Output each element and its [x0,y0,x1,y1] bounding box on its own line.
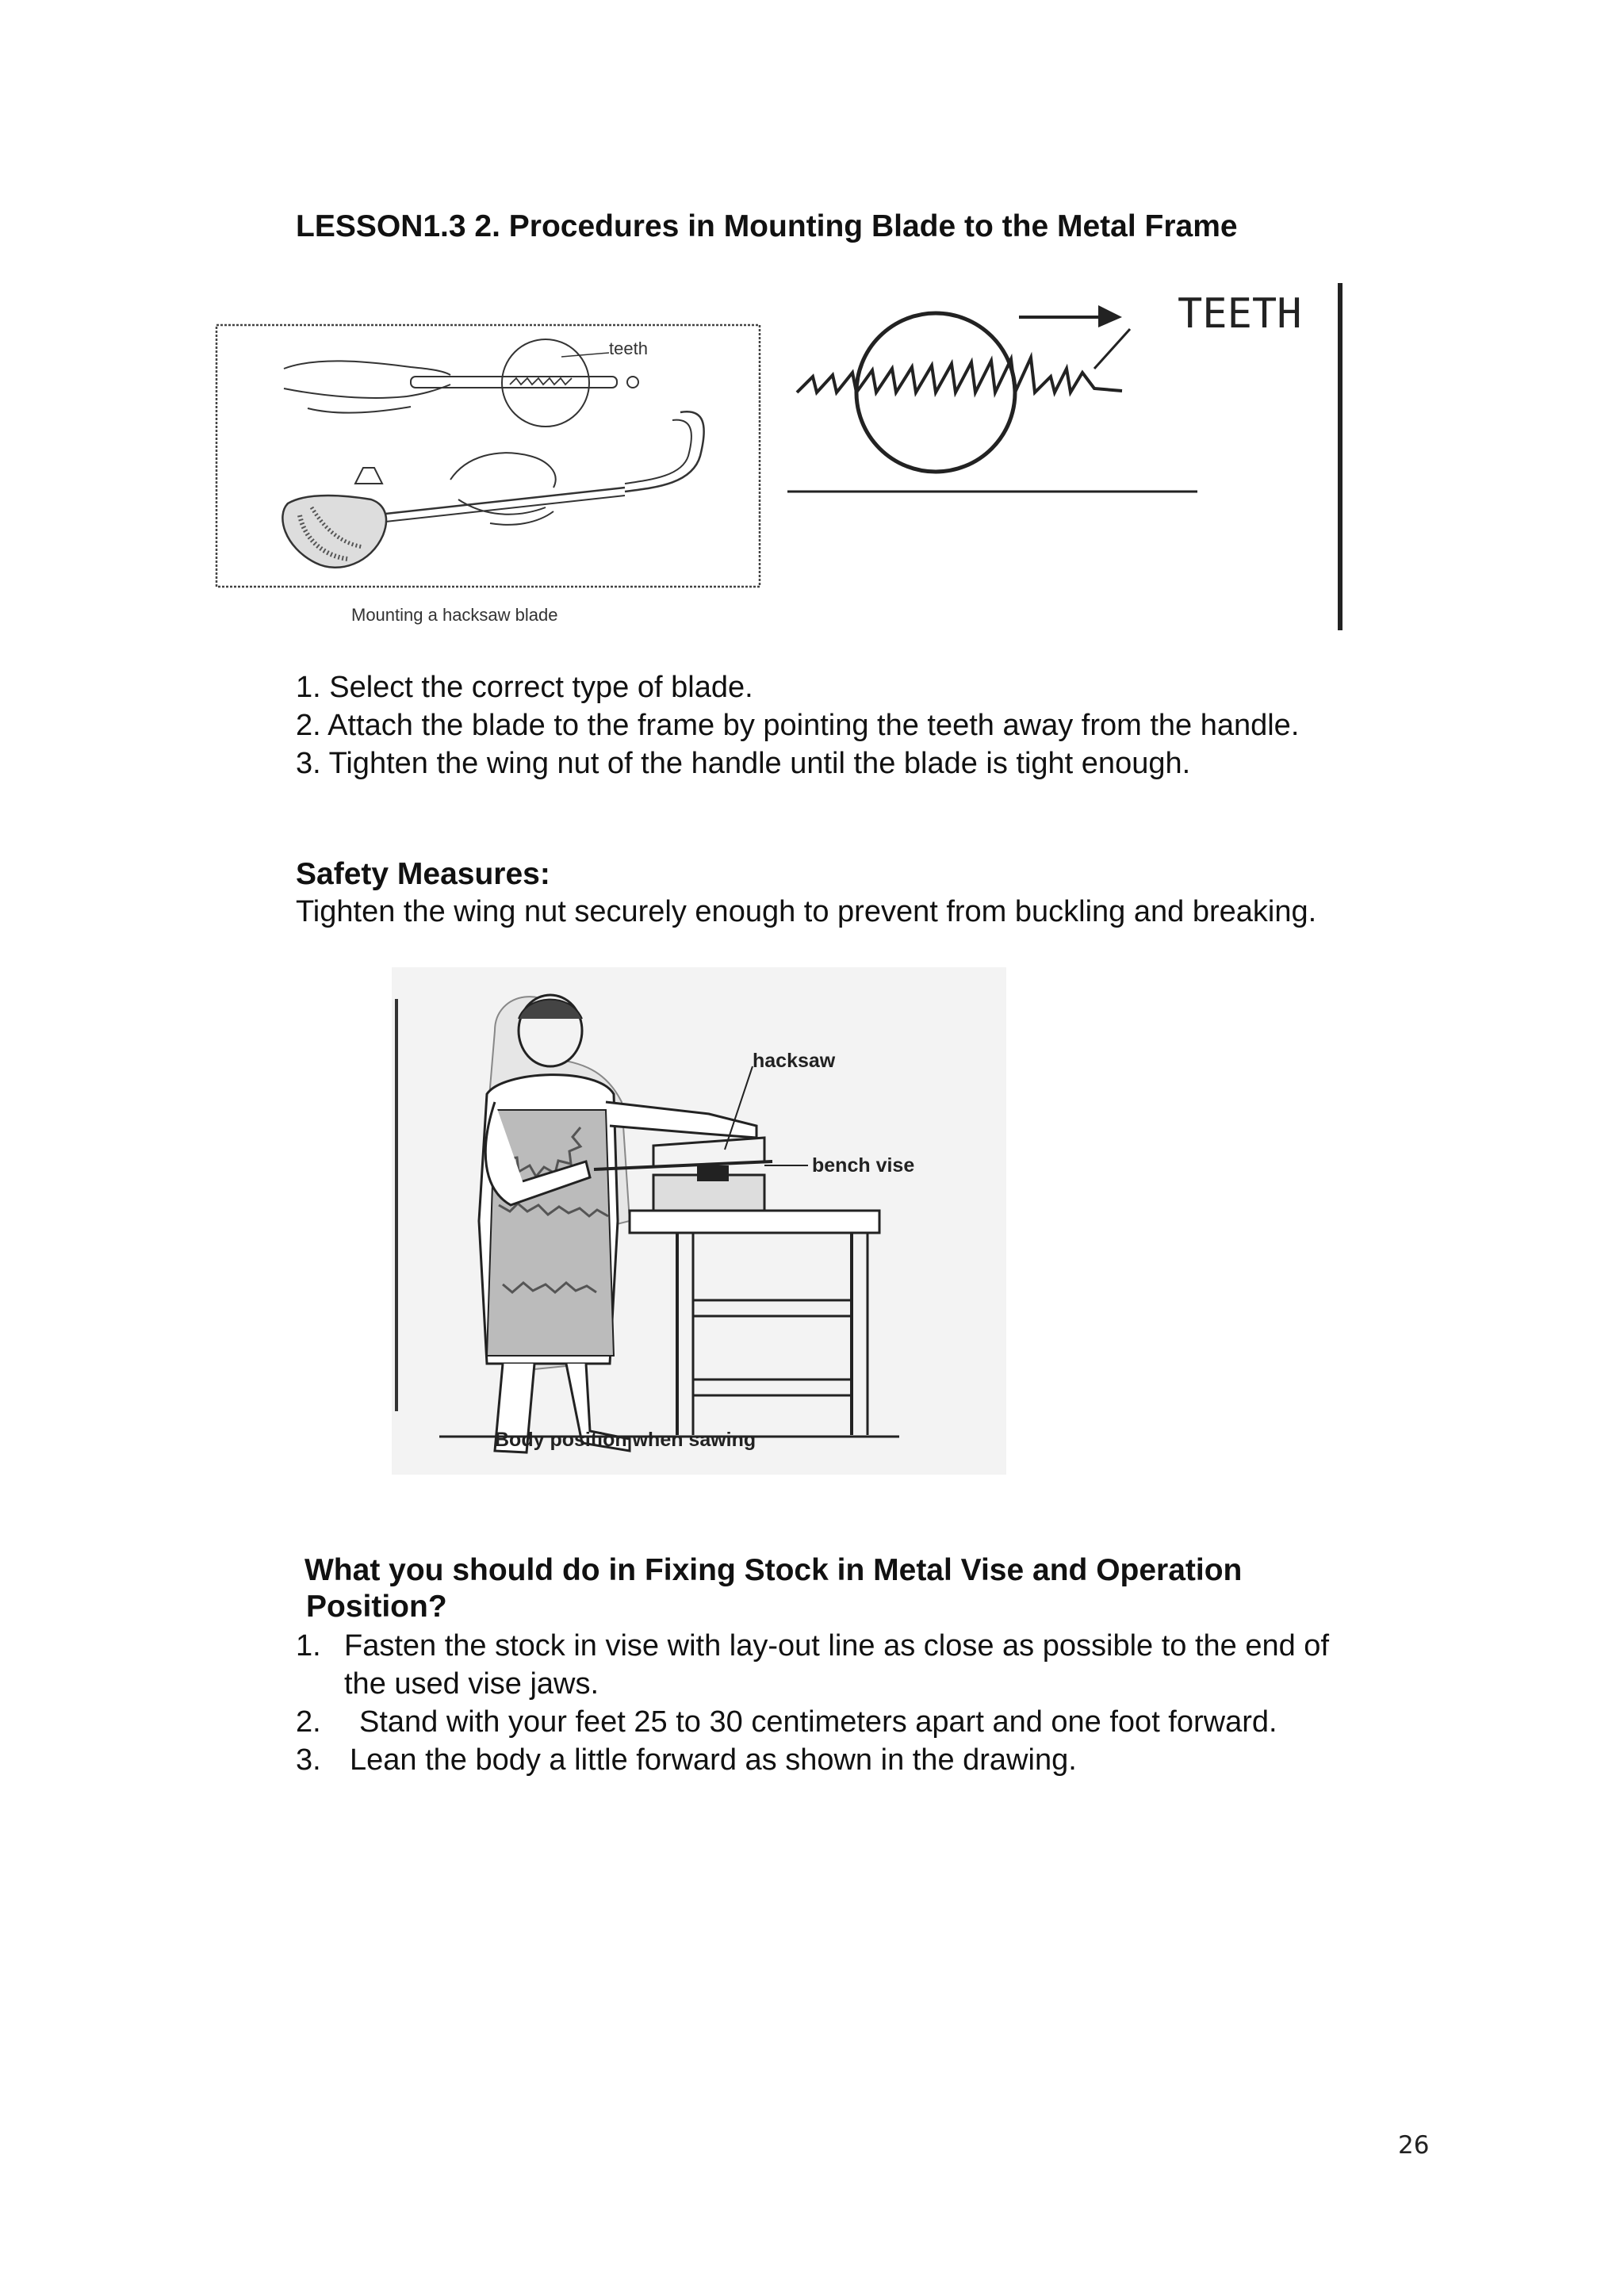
figure1-caption: Mounting a hacksaw blade [351,605,558,625]
list-item-text-continued: the used vise jaws. [344,1667,599,1701]
vise-section-heading-line2: Position? [306,1590,447,1624]
safety-text: Tighten the wing nut securely enough to prevent from buckling and breaking. [296,895,1317,928]
vise-section-heading-line1: What you should do in Fixing Stock in Metal Vise and Operation [304,1553,1243,1587]
teeth-label: teeth [609,339,648,358]
list-item-text: Fasten the stock in vise with lay-out line as close as possible to the end of [344,1629,1329,1663]
list-item: 2. Attach the blade to the frame by pointing the teeth away from the handle. [296,709,1300,742]
list-item-number: 1. [296,1629,321,1663]
list-item-text: Lean the body a little forward as shown in the drawing. [350,1743,1077,1777]
figure-mounting-hacksaw-blade [213,321,768,630]
list-item: 3. Tighten the wing nut of the handle until the blade is tight enough. [296,747,1191,780]
hacksaw-label: hacksaw [753,1050,836,1072]
list-item-text: Stand with your feet 25 to 30 centimeters apart and one foot forward. [359,1705,1277,1739]
figure-body-position [392,967,1006,1475]
figure-teeth-direction [781,281,1352,634]
page-number: 26 [1398,2131,1430,2160]
figure3-caption: Body position when sawing [495,1429,756,1451]
lesson-heading: LESSON1.3 2. Procedures in Mounting Blade to the Metal Frame [296,209,1238,243]
mounting-steps-list [296,668,1299,783]
list-item: 1. Select the correct type of blade. [296,671,753,704]
bench-vise-label: bench vise [812,1154,915,1177]
list-item-number: 3. [296,1743,321,1777]
safety-title: Safety Measures: [296,857,550,891]
list-item-number: 2. [296,1705,321,1739]
teeth-annotation: TEETH [1178,290,1302,338]
